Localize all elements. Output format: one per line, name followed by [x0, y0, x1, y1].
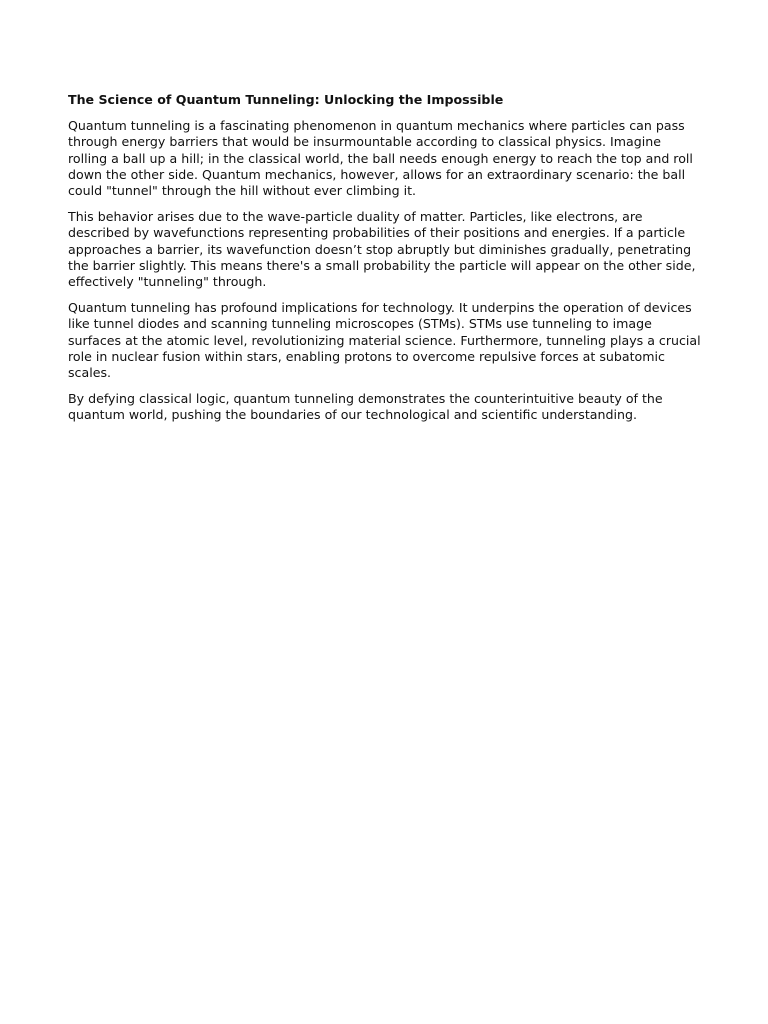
document-title: The Science of Quantum Tunneling: Unlocking the Impossible	[68, 92, 504, 107]
paragraph-technology: Quantum tunneling has profound implications for technology. It underpins the operation of devices like tunnel diodes and scanning tunneling microscopes (STMs). STMs use tunneling to image surfaces at the atomic level, revolutionizing material science. Furthermore, tunneling plays a crucial role in nuclear fusion within stars, enabling protons to overcome repulsive forces at subatomic scales.	[68, 300, 701, 381]
document-page	[68, 92, 704, 434]
paragraph-conclusion: By defying classical logic, quantum tunneling demonstrates the counterintuitive beauty of the quantum world, pushing the boundaries of our technological and scientific understanding.	[68, 391, 663, 423]
paragraph-wave-particle: This behavior arises due to the wave-particle duality of matter. Particles, like electrons, are described by wavefunctions representing probabilities of their positions and energies. If a particle approaches a barrier, its wavefunction doesn’t stop abruptly but diminishes gradually, penetrating the barrier slightly. This means there's a small probability the particle will appear on the other side, effectively "tunneling" through.	[68, 209, 696, 290]
paragraph-intro: Quantum tunneling is a fascinating phenomenon in quantum mechanics where particles can pass through energy barriers that would be insurmountable according to classical physics. Imagine rolling a ball up a hill; in the classical world, the ball needs enough energy to reach the top and roll down the other side. Quantum mechanics, however, allows for an extraordinary scenario: the ball could "tunnel" through the hill without ever climbing it.	[68, 118, 693, 199]
